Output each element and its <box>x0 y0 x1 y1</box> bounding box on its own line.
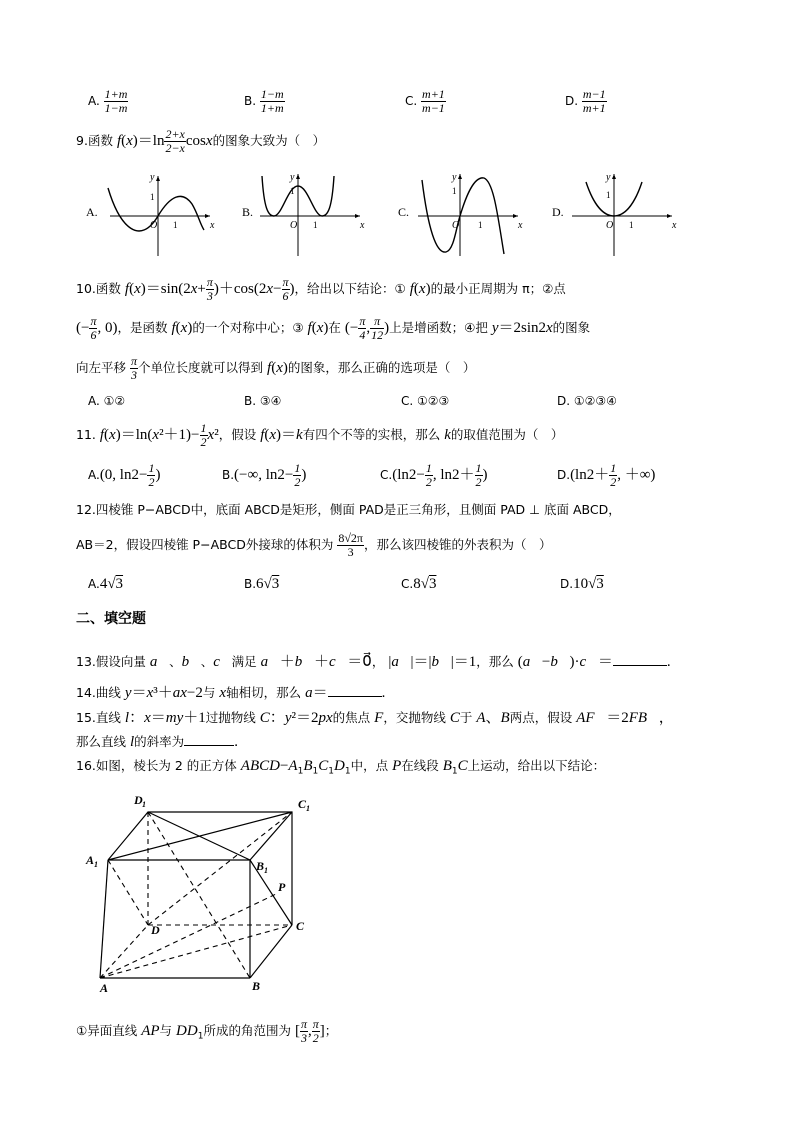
label-a: A <box>100 981 109 995</box>
svg-text:1: 1 <box>629 220 634 230</box>
question-14: 14.曲线 y＝x³＋ax−2与 x轴相切，那么 a＝ . <box>76 685 386 701</box>
question-15-line2: 那么直线 l的斜率为 . <box>76 734 238 750</box>
svg-text:1: 1 <box>290 186 295 196</box>
svg-text:x: x <box>360 220 365 231</box>
section-title-fill-in: 二、填空题 <box>76 611 146 627</box>
graph-b-label: B. <box>242 205 254 219</box>
q9-graphs <box>80 168 700 258</box>
svg-text:O: O <box>606 220 614 231</box>
svg-text:O: O <box>290 220 298 231</box>
graph-c-label: C. <box>398 205 410 219</box>
q12-option-d: D.10√3 <box>560 576 604 592</box>
svg-text:1: 1 <box>478 220 483 230</box>
svg-text:y: y <box>150 172 155 183</box>
svg-text:1: 1 <box>142 800 146 809</box>
svg-text:y: y <box>452 172 457 183</box>
svg-text:1: 1 <box>606 190 611 200</box>
graph-d <box>572 172 677 256</box>
q11-option-b: B.(−∞, ln2− $\frac{1}{2}$ ) <box>222 461 307 489</box>
graph-b <box>260 172 365 256</box>
svg-text:1: 1 <box>452 186 457 196</box>
label-c: C <box>296 919 305 933</box>
question-10-line2: (− $\frac{\pi}{6}$ , 0)，是函数 f(x)的一个对称中心；③ f(x)在 (− $\frac{\pi}{4}$ , $\frac{\pi}{12}$ )上是增函数；④把 y＝2sin2x的图象 <box>76 314 591 342</box>
svg-text:y: y <box>606 172 611 183</box>
q8-option-c: C. $\frac{m+1}{m-1}$ <box>405 87 445 115</box>
svg-text:x: x <box>210 220 215 231</box>
svg-text:O: O <box>150 220 158 231</box>
svg-text:x: x <box>518 220 523 231</box>
label-b1: B <box>256 859 265 873</box>
graph-a <box>108 172 215 256</box>
q11-option-c: C.(ln2− $\frac{1}{2}$ , ln2＋ $\frac{1}{2}$ ) <box>380 461 488 489</box>
q8-option-a: A. $\frac{1+m}{1-m}$ <box>88 87 128 115</box>
label-a1: A <box>86 853 95 867</box>
question-10-line3: 向左平移 $\frac{\pi}{3}$ 个单位长度就可以得到 f(x)的图象，那么正确的选项是（ ） <box>76 354 476 382</box>
question-10-line1: 10.函数 f(x)＝sin(2x+ $\frac{\pi}{3}$ )＋cos(2x− $\frac{\pi}{6}$ )，给出以下结论：① f(x)的最小正周期为 π；②点 <box>76 275 566 303</box>
q12-option-a: A.4√3 <box>88 576 124 592</box>
label-d: D <box>151 923 160 937</box>
q12-option-c: C.8√3 <box>401 576 437 592</box>
q10-option-b: B. ③④ <box>244 394 282 408</box>
q12-option-b: B.6√3 <box>244 576 280 592</box>
svg-text:1: 1 <box>150 192 155 202</box>
label-b: B <box>252 979 261 993</box>
svg-text:1: 1 <box>306 804 310 813</box>
question-15-line1: 15.直线 l：x＝my＋1过抛物线 C：y²＝2px的焦点 F，交抛物线 C于 A、B两点，假设 AF⃗＝2FB⃗， <box>76 710 674 726</box>
q8-option-d: D. $\frac{m-1}{m+1}$ <box>565 87 606 115</box>
question-12-line1: 12.四棱锥 P−ABCD中，底面 ABCD是矩形，侧面 PAD是正三角形，且侧面 PAD ⊥ 底面 ABCD， <box>76 502 621 517</box>
q10-option-c: C. ①②③ <box>401 394 450 408</box>
label-d1: D <box>134 793 143 807</box>
question-9: 9.函数 f(x)＝ln $\frac{2+x}{2-x}$ cosx的图象大致为（ ） <box>76 127 326 155</box>
conclusion-1: ①异面直线 AP与 $DD_1$所成的角范围为 [ $\frac{\pi}{3}$ , $\frac{\pi}{2}$ ]； <box>76 1017 338 1045</box>
question-16: 16.如图，棱长为 2 的正方体 $ABCD-A_1B_1C_1D_1$中，点 P在线段 $B_1C$上运动，给出以下结论： <box>76 758 606 777</box>
question-11: 11. f(x)＝ln(x²＋1)− $\frac{1}{2}$ x²，假设 f(x)＝k有四个不等的实根，那么 k的取值范围为（ ） <box>76 421 564 449</box>
q8-option-b: B. $\frac{1-m}{1+m}$ <box>244 87 284 115</box>
svg-text:O: O <box>452 220 460 231</box>
question-12-line2: AB＝2，假设四棱锥 P−ABCD外接球的体积为 $\frac{8√2\pi}{3}$ ，那么该四棱锥的外表积为（ ） <box>76 531 552 559</box>
svg-text:y: y <box>290 172 295 183</box>
svg-text:1: 1 <box>173 220 178 230</box>
svg-text:1: 1 <box>94 860 98 869</box>
svg-text:1: 1 <box>313 220 318 230</box>
svg-text:x: x <box>672 220 677 231</box>
graph-d-label: D. <box>552 205 564 219</box>
q10-option-a: A. ①② <box>88 394 126 408</box>
cube-figure <box>80 790 330 1002</box>
label-c1: C <box>298 797 307 811</box>
graph-c <box>418 172 523 256</box>
q11-option-a: A.(0, ln2− $\frac{1}{2}$ ) <box>88 461 161 489</box>
q10-option-d: D. ①②③④ <box>557 394 617 408</box>
svg-text:1: 1 <box>264 866 268 875</box>
graph-a-label: A. <box>86 205 98 219</box>
question-13: 13.假设向量 a⃗、b⃗、c⃗满足 a⃗＋b⃗＋c⃗＝0⃗， |a⃗|＝|b⃗|＝1，那么 (a⃗−b⃗)·c⃗＝ . <box>76 654 671 670</box>
q11-option-d: D.(ln2＋ $\frac{1}{2}$ , ＋∞) <box>557 461 656 489</box>
label-p: P <box>278 880 286 894</box>
